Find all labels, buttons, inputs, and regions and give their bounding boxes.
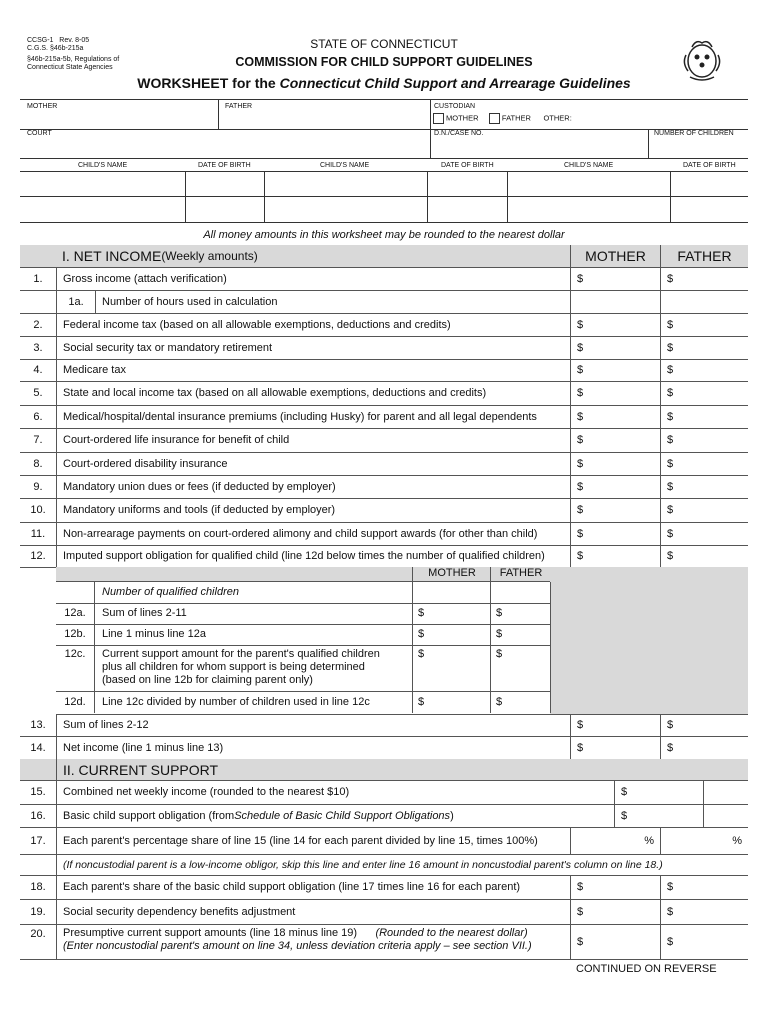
line-20-text: Presumptive current support amounts (line 18 minus line 19) (Rounded to the nearest dollar) (Enter noncustodial parent's amount on line 34, unless deviation criteria apply – see section VII.) [56, 924, 570, 959]
line-number: 8. [33, 457, 43, 470]
line-text: Non-arrearage payments on court-ordered alimony and child support awards (for other than child) [56, 522, 570, 545]
line-12d-mother-input[interactable]: $ [418, 696, 425, 708]
line-number: 12d. [64, 696, 86, 708]
line-number: 15. [30, 786, 46, 798]
line-number: 4. [33, 364, 43, 376]
line-text: Court-ordered disability insurance [56, 452, 570, 475]
line-text: State and local income tax (based on all allowable exemptions, deductions and credits) [56, 381, 570, 405]
mother-column-header: MOTHER [570, 245, 660, 267]
line-17-row [20, 827, 748, 855]
section2-header [20, 759, 748, 781]
qualified-children-label: Number of qualified children [102, 586, 239, 598]
line-14-father-input[interactable]: $ [660, 736, 748, 759]
sub12-father-header: FATHER [490, 567, 551, 581]
line-number: 18. [30, 881, 46, 893]
line-number: 17. [30, 834, 46, 847]
line-12c-text: Current support amount for the parent's qualified children plus all children for whom support is being determined (based on line 12b for claiming parent only) [102, 648, 380, 686]
line-number: 10. [30, 504, 46, 516]
sub12-mother-header: MOTHER [412, 567, 491, 581]
line-17-mother-input[interactable]: % [570, 827, 660, 854]
form-regs-2: Connecticut State Agencies [27, 64, 113, 71]
line-16-row [20, 804, 748, 828]
line-12d-text: Line 12c divided by number of children used in line 12c [102, 696, 370, 708]
line-19-row [20, 899, 748, 925]
line-12b-mother-input[interactable]: $ [418, 628, 425, 640]
mother-amount-input[interactable]: $ [570, 452, 660, 475]
line-14-row [20, 736, 748, 760]
continued-footer: CONTINUED ON REVERSE [576, 963, 717, 975]
line-number: 12. [30, 550, 46, 562]
line-17-text: Each parent's percentage share of line 15 (line 14 for each parent divided by line 15, times 100%) [56, 827, 570, 854]
line-12-row [20, 545, 748, 568]
line-1a-text: Number of hours used in calculation [102, 295, 278, 308]
line-11-row [20, 522, 748, 546]
line-number: 7. [33, 434, 43, 446]
father-amount-input[interactable]: $ [660, 545, 748, 567]
line-10-row [20, 498, 748, 523]
father-column-header: FATHER [660, 245, 748, 267]
line-2-row [20, 313, 748, 337]
line-number: 19. [30, 905, 46, 918]
state-heading: STATE OF CONNECTICUT [310, 37, 458, 51]
mother-amount-input[interactable]: $ [570, 475, 660, 498]
line-13-father-input[interactable]: $ [660, 714, 748, 736]
line-12c-row [56, 645, 550, 692]
commission-heading: COMMISSION FOR CHILD SUPPORT GUIDELINES [235, 55, 533, 69]
line-12c-father-input[interactable]: $ [496, 648, 503, 660]
mother-amount-input[interactable]: $ [570, 545, 660, 567]
line-1a-mother-input[interactable] [570, 290, 660, 313]
childs-name-header: CHILD'S NAME [320, 162, 370, 169]
father-amount-input[interactable]: $ [660, 498, 748, 522]
line-6-row [20, 405, 748, 429]
line-number: 12c. [64, 648, 86, 660]
line-20-row [20, 924, 748, 960]
childs-name-header: CHILD'S NAME [564, 162, 614, 169]
line-1-row [20, 267, 748, 291]
form-code: CCSG-1 [27, 37, 54, 44]
father-amount-input[interactable]: $ [660, 428, 748, 452]
mother-amount-input[interactable]: $ [570, 498, 660, 522]
line-1a-father-input[interactable] [660, 290, 748, 313]
father-field-label: FATHER [225, 103, 253, 110]
mother-amount-input[interactable]: $ [570, 381, 660, 405]
line-17-note-row [20, 854, 748, 876]
line-15-text: Combined net weekly income (rounded to the nearest $10) [56, 780, 614, 804]
line-8-row [20, 452, 748, 476]
line-number: 14. [30, 741, 46, 754]
line-7-row [20, 428, 748, 453]
line-text: Social security tax or mandatory retirement [56, 336, 570, 359]
line-12a-text: Sum of lines 2-11 [102, 607, 187, 619]
mother-amount-input[interactable]: $ [570, 267, 660, 290]
line-20-mother-input[interactable]: $ [570, 924, 660, 959]
line-19-mother-input[interactable]: $ [570, 899, 660, 924]
line-18-text: Each parent's share of the basic child support obligation (line 17 times line 16 for each parent) [56, 875, 570, 899]
line-number: 13. [30, 719, 46, 731]
dn-case-label: D.N./CASE NO. [434, 130, 484, 137]
father-amount-input[interactable]: $ [660, 267, 748, 290]
custodian-mother-checkbox[interactable] [433, 113, 444, 124]
father-amount-input[interactable]: $ [660, 336, 748, 359]
line-18-row [20, 875, 748, 900]
custodian-other-label: OTHER: [543, 113, 572, 123]
line-9-row [20, 475, 748, 499]
mother-amount-input[interactable]: $ [570, 359, 660, 381]
line-13-mother-input[interactable]: $ [570, 714, 660, 736]
father-amount-input[interactable]: $ [660, 522, 748, 545]
line-15-row [20, 780, 748, 805]
dob-header: DATE OF BIRTH [683, 162, 736, 169]
line-16-text: Basic child support obligation (from Schedule of Basic Child Support Obligations ) [56, 804, 614, 827]
line-12b-text: Line 1 minus line 12a [102, 628, 206, 640]
line-12d-father-input[interactable]: $ [496, 696, 503, 708]
line-12a-father-input[interactable]: $ [496, 607, 503, 619]
mother-amount-input[interactable]: $ [570, 336, 660, 359]
father-amount-input[interactable]: $ [660, 359, 748, 381]
form-regs-1: §46b-215a-5b, Regulations of [27, 56, 120, 63]
line-number: 20. [30, 928, 46, 940]
dob-header: DATE OF BIRTH [198, 162, 251, 169]
custodian-label: CUSTODIAN [434, 103, 476, 110]
line-19-text: Social security dependency benefits adjustment [56, 899, 570, 924]
line-13-row [20, 714, 748, 737]
line-12c-mother-input[interactable]: $ [418, 648, 425, 660]
court-field-label: COURT [27, 130, 52, 137]
line-12b-row [56, 624, 550, 646]
section1-header: I. NET INCOME (Weekly amounts) MOTHER FATHER [20, 245, 748, 268]
section2-title: II. CURRENT SUPPORT [56, 759, 748, 780]
mother-amount-input[interactable]: $ [570, 428, 660, 452]
state-seal-icon [678, 35, 726, 83]
line-14-mother-input[interactable]: $ [570, 736, 660, 759]
line-number: 3. [33, 341, 43, 354]
father-amount-input[interactable]: $ [660, 381, 748, 405]
line-18-father-input[interactable]: $ [660, 875, 748, 899]
line-text: Medicare tax [56, 359, 570, 381]
line-text: Imputed support obligation for qualified child (line 12d below times the number of qualified children) [56, 545, 570, 567]
line-number: 16. [30, 809, 46, 822]
line-text: Federal income tax (based on all allowable exemptions, deductions and credits) [56, 313, 570, 336]
worksheet-heading: WORKSHEET for the Connecticut Child Support and Arrearage Guidelines [137, 75, 631, 91]
dob-header: DATE OF BIRTH [441, 162, 494, 169]
line-1a-row [20, 290, 748, 314]
custodian-options: MOTHER FATHER OTHER: [433, 113, 572, 124]
line-19-father-input[interactable]: $ [660, 899, 748, 924]
line-number: 2. [33, 318, 43, 331]
line-14-text: Net income (line 1 minus line 13) [56, 736, 570, 759]
line-text: Mandatory union dues or fees (if deducted by employer) [56, 475, 570, 498]
line-17-note: (If noncustodial parent is a low-income obligor, skip this line and enter line 16 amount in noncustodial parent's column on line 18.) [56, 854, 748, 875]
mother-amount-input[interactable]: $ [570, 313, 660, 336]
father-amount-input[interactable]: $ [660, 313, 748, 336]
line-5-row [20, 381, 748, 406]
section1-title: I. NET INCOME [62, 248, 162, 264]
line-number: 6. [33, 410, 43, 423]
line-4-row [20, 359, 748, 382]
line-text: Medical/hospital/dental insurance premiums (including Husky) for parent and all legal dependents [56, 405, 570, 428]
mother-amount-input[interactable]: $ [570, 522, 660, 545]
line-text: Gross income (attach verification) [56, 267, 570, 290]
line-16-combined-input[interactable]: $ [614, 804, 704, 827]
line-text: Court-ordered life insurance for benefit of child [56, 428, 570, 452]
line-number: 5. [33, 387, 43, 399]
childs-name-header: CHILD'S NAME [78, 162, 128, 169]
father-amount-input[interactable]: $ [660, 405, 748, 428]
line-number: 12b. [64, 628, 86, 640]
line-number: 1. [33, 272, 43, 285]
father-amount-input[interactable]: $ [660, 452, 748, 475]
line-12a-row [56, 603, 550, 625]
number-of-children-label: NUMBER OF CHILDREN [654, 130, 734, 137]
line-3-row [20, 336, 748, 360]
line-12b-father-input[interactable]: $ [496, 628, 503, 640]
children-table [20, 161, 748, 221]
line-number: 9. [33, 480, 43, 493]
form-cgs: C.G.S. §46b-215a [27, 45, 84, 52]
form-rev: Rev. 8-05 [59, 37, 90, 44]
line-13-text: Sum of lines 2-12 [56, 714, 570, 736]
line-number: 12a. [64, 607, 86, 619]
line-20-father-input[interactable]: $ [660, 924, 748, 959]
line-12d-row [56, 691, 550, 713]
line-12-subtable [56, 567, 748, 715]
mother-field-label: MOTHER [27, 103, 58, 110]
line-17-father-input[interactable]: % [660, 827, 748, 854]
mother-amount-input[interactable]: $ [570, 405, 660, 428]
line-18-mother-input[interactable]: $ [570, 875, 660, 899]
rounding-note: All money amounts in this worksheet may be rounded to the nearest dollar [203, 229, 565, 241]
line-number: 1a. [56, 290, 96, 313]
line-15-combined-input[interactable]: $ [614, 780, 704, 804]
line-text: Mandatory uniforms and tools (if deducted by employer) [56, 498, 570, 522]
custodian-father-checkbox[interactable] [489, 113, 500, 124]
line-number: 11. [30, 527, 46, 540]
father-amount-input[interactable]: $ [660, 475, 748, 498]
line-12a-mother-input[interactable]: $ [418, 607, 425, 619]
case-info-box [20, 99, 748, 159]
